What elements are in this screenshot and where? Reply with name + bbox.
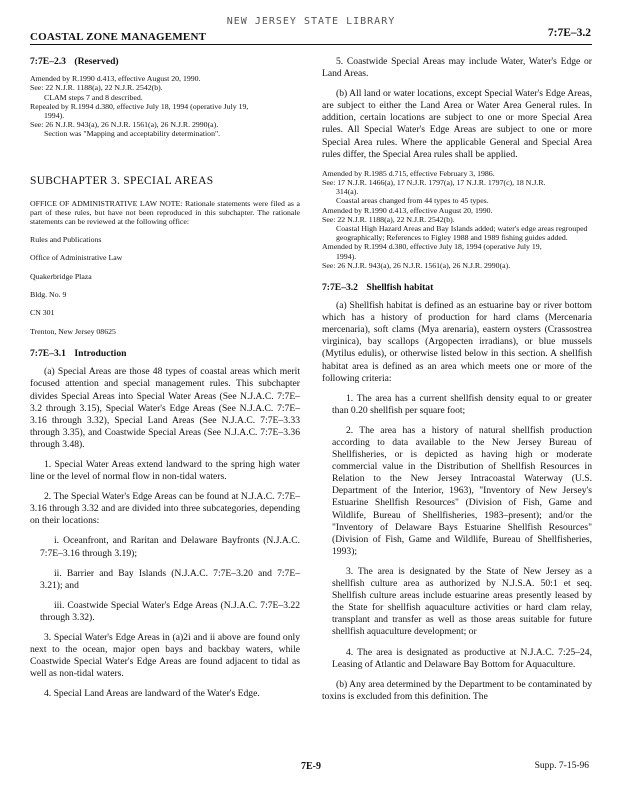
- criterion-3: 3. The area is designated by the State of New Jersey as a shellfish culture area as authorized by N.J.S.A. 50:1 et seq. Shellfish culture areas include estuarine areas presently leased by the State for shellfish aquaculture activities or hard clam relay, transplant and transfer as well as those areas suitable for future shellfish aquaculture development; or: [332, 565, 592, 638]
- section-number: 7:7E–2.3: [30, 56, 66, 67]
- section-number: 7:7E–3.2: [322, 281, 358, 293]
- history-line: See: 22 N.J.R. 1188(a), 22 N.J.R. 2542(b).: [322, 214, 455, 224]
- address-line: Trenton, New Jersey 08625: [30, 326, 116, 336]
- address-line: Rules and Publications: [30, 234, 102, 244]
- section-heading-2-3: [30, 56, 300, 68]
- subparagraph-ii: ii. Barrier and Bay Islands (N.J.A.C. 7:7E–3.20 and 7:7E–3.21); and: [40, 567, 300, 591]
- paragraph-a: (a) Special Areas are those 48 types of coastal areas which merit focused attention and special management rules. This subchapter divides Special Areas into Special Water Areas (See N.J.A.C. 7:7E–3.2 through 3.15), Special Water's Edge Areas (See N.J.A.C. 7:7E–3.16 through 3.32), Special Land Areas (See N.J.A.C. 7:7E–3.33 through 3.35), and Coastwide Special Areas (See N.J.A.C. 7:7E–3.36 through 3.48).: [30, 366, 300, 450]
- history-line: See: 22 N.J.R. 1188(a), 22 N.J.R. 2542(b).: [30, 83, 163, 93]
- history-line: 314(a).: [336, 187, 359, 197]
- history-line: Coastal High Hazard Areas and Bay Islands added; water's edge areas regrouped geographically; References to Figley 1988 and 1989 fishing guides added.: [336, 223, 588, 243]
- paragraph-2: 2. The Special Water's Edge Areas can be found at N.J.A.C. 7:7E–3.16 through 3.32 and are divided into three subcategories, depending on their locations:: [30, 491, 300, 527]
- section-title: Introduction: [74, 348, 127, 360]
- subchapter-heading: SUBCHAPTER 3. SPECIAL AREAS: [30, 174, 214, 187]
- history-line: See: 26 N.J.R. 943(a), 26 N.J.R. 1561(a), 26 N.J.R. 2990(a).: [322, 260, 511, 270]
- paragraph-b: (b) All land or water locations, except Special Water's Edge Areas, are subject to either the Land Area or Water Area General rules. In addition, certain locations are subject to one or more Special Area rules. All Special Water's Edge Areas are subject to one or more Special Area rules. Where the applicable General and Special Area rules differ, the Special Area rules shall be applied.: [322, 88, 592, 160]
- paragraph-4: 4. Special Land Areas are landward of the Water's Edge.: [44, 688, 260, 700]
- criterion-4: 4. The area is designated as productive at N.J.A.C. 7:25–24, Leasing of Atlantic and Delaware Bay Bottom for Aquaculture.: [332, 646, 592, 670]
- section-heading-3-1: [30, 348, 300, 360]
- history-line: Amended by R.1985 d.715, effective February 3, 1986.: [322, 168, 495, 178]
- supplement-date: Supp. 7-15-96: [534, 761, 589, 771]
- address-line: Bldg. No. 9: [30, 290, 67, 300]
- subparagraph-i: i. Oceanfront, and Raritan and Delaware Bayfronts (N.J.A.C. 7:7E–3.16 through 3.19);: [40, 535, 300, 559]
- section-heading-3-2: [322, 282, 592, 294]
- history-line: CLAM steps 7 and 8 described.: [44, 92, 143, 102]
- history-line: Amended by R.1994 d.380, effective July 18, 1994 (operative July 19,: [322, 242, 542, 252]
- address-line: CN 301: [30, 308, 55, 318]
- left-column: [30, 56, 300, 709]
- library-stamp: NEW JERSEY STATE LIBRARY: [226, 16, 396, 27]
- paragraph-1: 1. Special Water Areas extend landward to the spring high water line or the level of normal flow in non-tidal waters.: [30, 459, 300, 483]
- address-line: Quakerbridge Plaza: [30, 271, 92, 281]
- page-number: 7E-9: [301, 761, 321, 772]
- history-line: 1994).: [44, 110, 65, 120]
- section-title: Shellfish habitat: [366, 281, 434, 293]
- history-line: See: 26 N.J.R. 943(a), 26 N.J.R. 1561(a), 26 N.J.R. 2990(a).: [30, 120, 219, 130]
- history-line: See: 17 N.J.R. 1466(a), 17 N.J.R. 1797(a), 17 N.J.R. 1797(c), 18 N.J.R.: [322, 177, 546, 187]
- header-rule: [30, 44, 592, 45]
- paragraph-3: 3. Special Water's Edge Areas in (a)2i and ii above are found only next to the ocean, major open bays and backbay waters, while Coastwide Special Water's Edge Areas are found adjacent to tidal as well as non-tidal waters.: [30, 632, 300, 680]
- oal-note: OFFICE OF ADMINISTRATIVE LAW NOTE: Rationale statements were filed as a part of these rules, but have not been reproduced in this subchapter. The rationale statements can be reviewed at the following office:: [30, 198, 300, 227]
- history-line: Amended by R.1990 d.413, effective August 20, 1990.: [322, 205, 493, 215]
- section-title: (Reserved): [74, 56, 119, 67]
- history-line: Coastal areas changed from 44 types to 45 types.: [336, 196, 489, 206]
- history-line: Section was "Mapping and acceptability determination".: [44, 129, 221, 139]
- history-note-3-1: [322, 169, 592, 270]
- paragraph-b: (b) Any area determined by the Department to be contaminated by toxins is excluded from this definition. The: [322, 678, 592, 702]
- paragraph-5: 5. Coastwide Special Areas may include Water, Water's Edge or Land Areas.: [322, 56, 592, 80]
- subparagraph-iii: iii. Coastwide Special Water's Edge Areas (N.J.A.C. 7:7E–3.22 through 3.32).: [40, 599, 300, 623]
- right-column: [322, 56, 592, 711]
- history-line: Amended by R.1990 d.413, effective August 20, 1990.: [30, 74, 201, 84]
- history-note-2-3: [30, 74, 300, 138]
- criterion-1: 1. The area has a current shellfish density equal to or greater than 0.20 shellfish per square foot;: [332, 392, 592, 416]
- paragraph-a: (a) Shellfish habitat is defined as an estuarine bay or river bottom which has a history of production for hard clams (Mercenaria mercenaria), soft clams (Mya arenaria), eastern oysters (Crassostrea virginica), bay scallops (Argopecten irradians), or blue mussels (Mytilus edulis), or otherwise listed below in this section. A shellfish habitat area is defined as an area which meets one or more of the following criteria:: [322, 300, 592, 384]
- running-header-title: COASTAL ZONE MANAGEMENT: [30, 31, 207, 43]
- running-header-section: 7:7E–3.2: [547, 27, 591, 39]
- history-line: Repealed by R.1994 d.380, effective July 18, 1994 (operative July 19,: [30, 101, 249, 111]
- address-line: Office of Administrative Law: [30, 253, 123, 263]
- criterion-2: 2. The area has a history of natural shellfish production according to data available to the New Jersey Bureau of Shellfisheries, or is depicted as having high or moderate commercial value in the Distribution of Shellfish Resources in Relation to the New Jersey Intracoastal Waterway (U.S. Department of the Interior, 1963), "Inventory of New Jersey's Estuarine Shellfish Resources" (Division of Fish, Game and Wildlife, Bureau of Shellfisheries, 1983–present); and/or the "Inventory of Delaware Bays Estuarine Shellfish Resources" (Division of Fish, Game and Wildlife, Bureau of Shellfisheries, 1993);: [332, 424, 592, 557]
- history-line: 1994).: [336, 251, 357, 261]
- section-number: 7:7E–3.1: [30, 348, 66, 360]
